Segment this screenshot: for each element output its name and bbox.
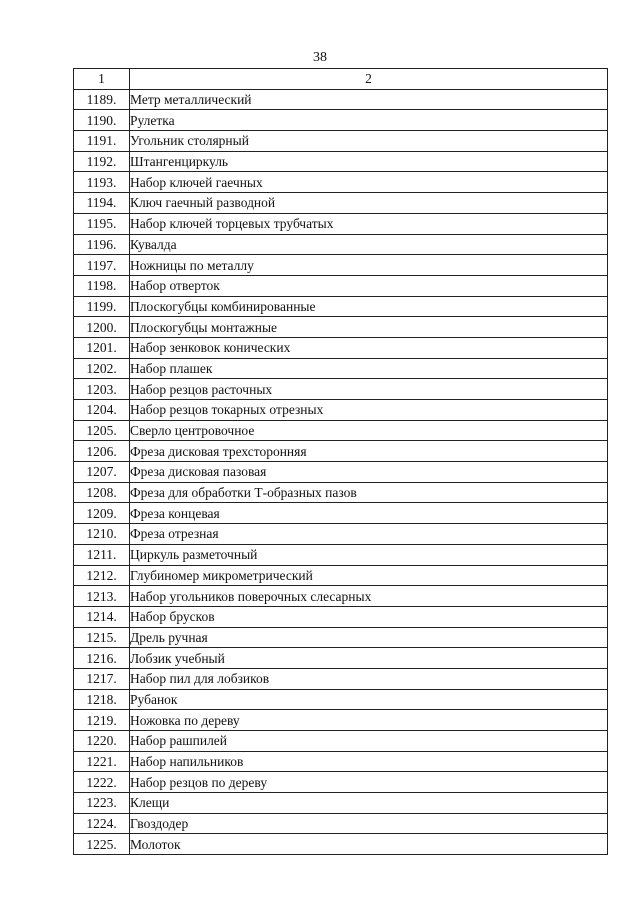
item-name: Фреза концевая — [130, 503, 608, 524]
item-name: Фреза дисковая трехсторонняя — [130, 441, 608, 462]
item-name: Набор отверток — [130, 275, 608, 296]
table-row — [74, 668, 608, 689]
table-row — [74, 793, 608, 814]
table-header — [74, 69, 608, 90]
row-number: 1216. — [74, 648, 130, 669]
item-name: Плоскогубцы монтажные — [130, 317, 608, 338]
item-name: Рулетка — [130, 110, 608, 131]
item-name: Рубанок — [130, 689, 608, 710]
table-row — [74, 255, 608, 276]
row-number: 1221. — [74, 751, 130, 772]
table-row — [74, 606, 608, 627]
table-row — [74, 358, 608, 379]
column-header-name: 2 — [130, 69, 608, 90]
row-number: 1212. — [74, 565, 130, 586]
header-row — [74, 69, 608, 90]
item-name: Лобзик учебный — [130, 648, 608, 669]
row-number: 1205. — [74, 420, 130, 441]
table-row — [74, 172, 608, 193]
table-row — [74, 420, 608, 441]
row-number: 1200. — [74, 317, 130, 338]
row-number: 1219. — [74, 710, 130, 731]
table-row — [74, 544, 608, 565]
table-row — [74, 337, 608, 358]
item-name: Гвоздодер — [130, 813, 608, 834]
item-name: Клещи — [130, 793, 608, 814]
item-name: Фреза дисковая пазовая — [130, 462, 608, 483]
row-number: 1217. — [74, 668, 130, 689]
row-number: 1191. — [74, 131, 130, 152]
item-name: Набор угольников поверочных слесарных — [130, 586, 608, 607]
table-body — [74, 89, 608, 854]
item-name: Плоскогубцы комбинированные — [130, 296, 608, 317]
row-number: 1210. — [74, 524, 130, 545]
row-number: 1201. — [74, 337, 130, 358]
table-row — [74, 834, 608, 855]
table-row — [74, 586, 608, 607]
row-number: 1224. — [74, 813, 130, 834]
item-name: Фреза для обработки Т-образных пазов — [130, 482, 608, 503]
table-row — [74, 731, 608, 752]
row-number: 1199. — [74, 296, 130, 317]
item-name: Фреза отрезная — [130, 524, 608, 545]
row-number: 1222. — [74, 772, 130, 793]
item-name: Ножовка по дереву — [130, 710, 608, 731]
row-number: 1203. — [74, 379, 130, 400]
table-row — [74, 213, 608, 234]
row-number: 1192. — [74, 151, 130, 172]
row-number: 1220. — [74, 731, 130, 752]
table-row — [74, 648, 608, 669]
item-name: Ключ гаечный разводной — [130, 193, 608, 214]
row-number: 1206. — [74, 441, 130, 462]
item-name: Набор ключей гаечных — [130, 172, 608, 193]
row-number: 1213. — [74, 586, 130, 607]
page-number: 38 — [313, 50, 327, 65]
table-row — [74, 482, 608, 503]
row-number: 1225. — [74, 834, 130, 855]
item-name: Метр металлический — [130, 89, 608, 110]
table-row — [74, 193, 608, 214]
table-row — [74, 462, 608, 483]
table-row — [74, 441, 608, 462]
row-number: 1189. — [74, 89, 130, 110]
item-name: Штангенциркуль — [130, 151, 608, 172]
item-name: Дрель ручная — [130, 627, 608, 648]
item-name: Молоток — [130, 834, 608, 855]
table-row — [74, 234, 608, 255]
item-name: Набор напильников — [130, 751, 608, 772]
item-name: Угольник столярный — [130, 131, 608, 152]
table-row — [74, 627, 608, 648]
row-number: 1215. — [74, 627, 130, 648]
item-name: Набор резцов по дереву — [130, 772, 608, 793]
table-row — [74, 813, 608, 834]
item-name: Набор брусков — [130, 606, 608, 627]
row-number: 1209. — [74, 503, 130, 524]
items-table — [73, 68, 608, 855]
item-name: Циркуль разметочный — [130, 544, 608, 565]
table-row — [74, 151, 608, 172]
row-number: 1197. — [74, 255, 130, 276]
item-name: Глубиномер микрометрический — [130, 565, 608, 586]
row-number: 1194. — [74, 193, 130, 214]
item-name: Кувалда — [130, 234, 608, 255]
table-row — [74, 131, 608, 152]
row-number: 1207. — [74, 462, 130, 483]
table-row — [74, 524, 608, 545]
row-number: 1198. — [74, 275, 130, 296]
item-name: Набор резцов расточных — [130, 379, 608, 400]
row-number: 1190. — [74, 110, 130, 131]
row-number: 1218. — [74, 689, 130, 710]
item-name: Набор ключей торцевых трубчатых — [130, 213, 608, 234]
row-number: 1193. — [74, 172, 130, 193]
table-row — [74, 772, 608, 793]
item-name: Ножницы по металлу — [130, 255, 608, 276]
item-name: Набор резцов токарных отрезных — [130, 400, 608, 421]
table-row — [74, 710, 608, 731]
row-number: 1202. — [74, 358, 130, 379]
row-number: 1223. — [74, 793, 130, 814]
row-number: 1204. — [74, 400, 130, 421]
table-row — [74, 400, 608, 421]
table-row — [74, 275, 608, 296]
table-row — [74, 503, 608, 524]
row-number: 1214. — [74, 606, 130, 627]
table-row — [74, 296, 608, 317]
row-number: 1195. — [74, 213, 130, 234]
column-header-number: 1 — [74, 69, 130, 90]
row-number: 1208. — [74, 482, 130, 503]
table-row — [74, 751, 608, 772]
item-name: Набор рашпилей — [130, 731, 608, 752]
item-name: Набор пил для лобзиков — [130, 668, 608, 689]
table-row — [74, 689, 608, 710]
table-row — [74, 110, 608, 131]
table-row — [74, 89, 608, 110]
item-name: Набор зенковок конических — [130, 337, 608, 358]
item-name: Сверло центровочное — [130, 420, 608, 441]
row-number: 1196. — [74, 234, 130, 255]
table-row — [74, 565, 608, 586]
table-row — [74, 317, 608, 338]
table-row — [74, 379, 608, 400]
item-name: Набор плашек — [130, 358, 608, 379]
row-number: 1211. — [74, 544, 130, 565]
